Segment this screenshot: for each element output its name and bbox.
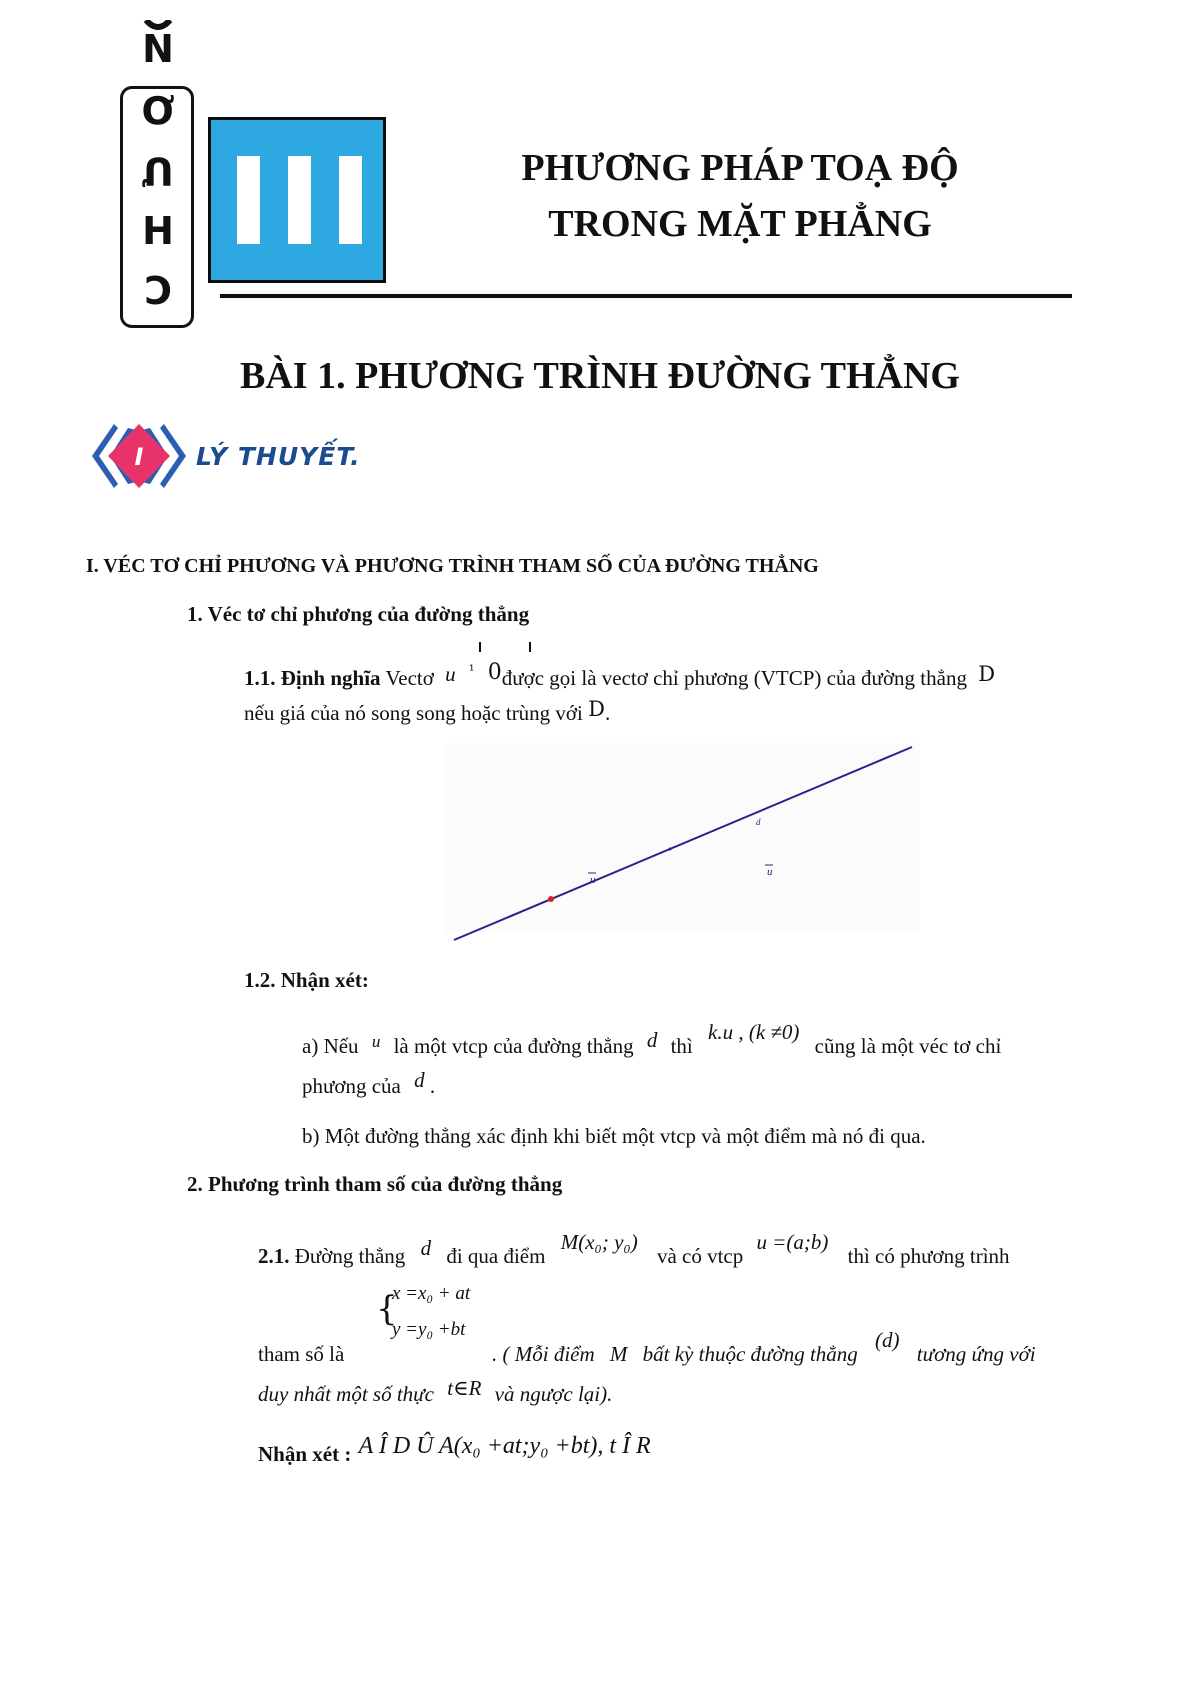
param-italic-line2 [258,1376,613,1408]
param-d: d [420,1236,432,1260]
chapter-divider [220,294,1072,298]
chapter-title-line1: PHƯƠNG PHÁP TOẠ ĐỘ [521,147,959,189]
figure-background [445,743,920,933]
roman-bar-1 [237,156,260,244]
lesson-title: BÀI 1. PHƯƠNG TRÌNH ĐƯỜNG THẲNG [240,355,960,397]
chapter-side-letter-h: H [142,209,174,253]
param-text4: thì có phương trình [847,1244,1010,1268]
param-remark [258,1433,651,1468]
section-heading: I. VÉC TƠ CHỈ PHƯƠNG VÀ PHƯƠNG TRÌNH THAM SỐ CỦA ĐƯỜNG THẲNG [86,555,819,577]
param-line2 [258,1340,344,1368]
chapter-side-letter-u: Ư [142,149,174,193]
remark-heading: 1.2. Nhận xét: [244,968,369,992]
definition-label: 1.1. Định nghĩa [244,666,381,690]
definition-line2 [244,699,610,727]
subsection2-heading: 2. Phương trình tham số của đường thẳng [187,1172,563,1196]
param-line1 [258,1230,1010,1270]
point-on-line [548,896,554,902]
remark-a-text2: là một vtcp của đường thẳng [393,1034,634,1058]
label-d: d [756,817,761,827]
param-italic-text3: tương ứng với [916,1342,1036,1366]
param-remark-label: Nhận xét : [258,1442,352,1466]
direction-vector-figure [440,735,930,945]
roman-bar-3 [339,156,362,244]
section-badge-icon [84,418,194,494]
label-u1: u [590,874,596,886]
badge-numeral: I [134,443,144,471]
param-italic-text2: bất kỳ thuộc đường thẳng [642,1342,858,1366]
vector-mark-u [479,642,481,652]
chapter-title-line2: TRONG MẶT PHẲNG [548,203,932,245]
remark-a-line1 [302,1020,1002,1062]
system-equation-2: y =y₀ +bt [392,1319,466,1340]
param-remark-formula: A Î D Û A(x₀ +at;y₀ +bt), t Î R [358,1433,651,1459]
remark-a-end: . [429,1074,436,1098]
definition-neq: ¹ [468,663,475,679]
chapter-side-letter-n: N [142,27,174,71]
label-u2: u [767,866,773,878]
param-point-m: M(x₀; y₀) [560,1230,638,1254]
param-italic-text4: duy nhất một số thực [258,1382,434,1406]
param-vector-u: u =(a;b) [756,1230,829,1254]
point-mid [669,848,672,851]
remark-a-d: d [646,1028,658,1052]
param-italic-m: M [609,1342,628,1366]
param-label: 2.1. [258,1244,290,1268]
param-text3: và có vtcp [656,1244,744,1268]
param-italic-line1 [492,1328,1036,1368]
remark-a-text4: cũng là một véc tơ chỉ [814,1034,1002,1058]
remark-b: b) Một đường thẳng xác định khi biết một vtcp và một điểm mà nó đi qua. [302,1124,926,1148]
definition-delta-2: D [588,697,605,721]
param-italic-t: t∈R [447,1376,482,1400]
definition-delta: D [978,662,996,686]
param-italic-text1: . ( Mỗi điểm [492,1342,595,1366]
remark-a-text5: phương của [302,1074,401,1098]
chapter-side-letter-c: C [144,267,172,311]
remark-a-d2: d [414,1068,425,1092]
remark-a-text3: thì [670,1034,693,1058]
param-text2: đi qua điểm [446,1244,546,1268]
definition-line1 [244,660,996,695]
remark-a-u: u [371,1032,381,1051]
definition-text-a: Vectơ [385,666,434,690]
remark-a-line2 [302,1068,436,1100]
subsection1-heading: 1. Véc tơ chỉ phương của đường thẳng [187,602,530,626]
remark-a-sep: , [738,1020,744,1044]
param-italic-text5: và ngược lại). [494,1382,613,1406]
vector-mark-zero [529,642,531,652]
badge-label: LÝ THUYẾT. [196,442,361,471]
chapter-number-box [208,117,386,283]
definition-zero: 0 [487,660,502,685]
definition-line2-text: nếu giá của nó song song hoặc trùng với [244,701,583,725]
param-text5: tham số là [258,1342,345,1366]
remark-a-ku: k.u [708,1020,734,1044]
chapter-side-letter-o: Ơ [141,89,175,133]
definition-vector-u: u [445,662,456,686]
roman-bar-2 [288,156,311,244]
chapter-title [440,140,1040,252]
definition-text-b: được gọi là vectơ chỉ phương (VTCP) của đường thẳng [501,666,967,690]
system-brace: { [376,1289,398,1329]
remark-a-cond: (k ≠0) [748,1020,800,1044]
system-equation-1: x =x₀ + at [392,1283,471,1304]
definition-end: . [604,701,611,725]
remark-a-text1: a) Nếu [302,1034,359,1058]
param-text1: Đường thẳng [294,1244,406,1268]
param-italic-d: (d) [875,1328,900,1352]
